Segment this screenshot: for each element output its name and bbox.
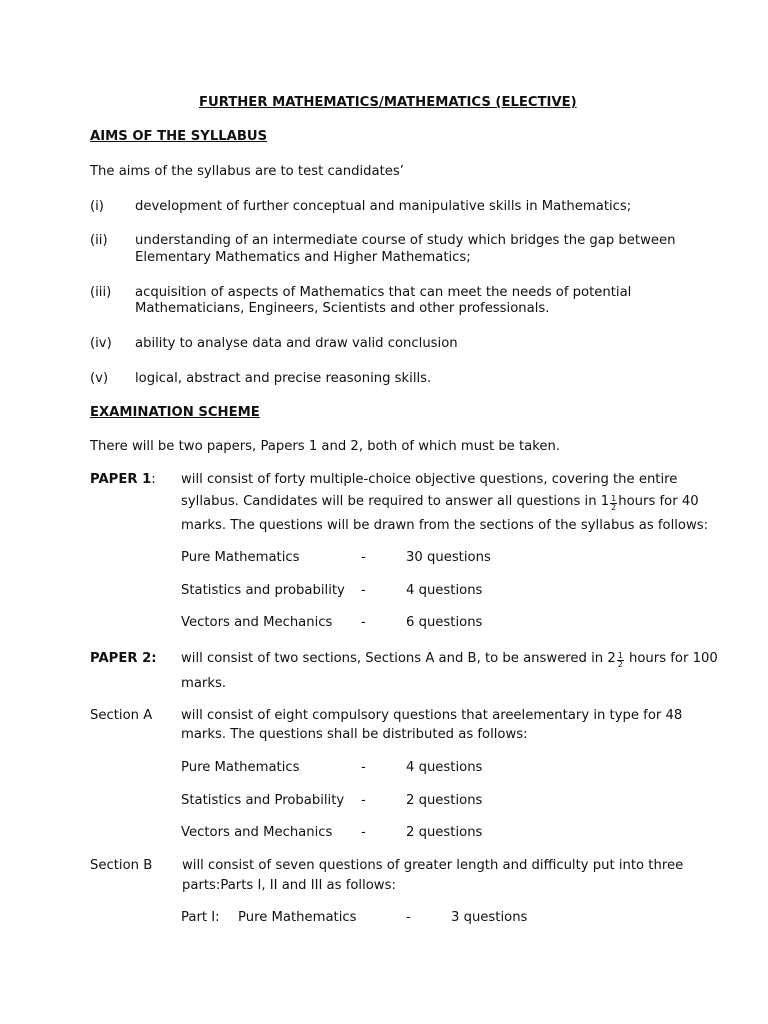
distribution-dash: - [361,615,366,630]
paper1-label [90,471,156,488]
fraction-numerator: 1 [617,651,623,660]
paper2-label: PAPER 2: [90,651,157,666]
distribution-dash: - [361,760,366,775]
distribution-subject: Vectors and Mechanics [181,615,333,630]
fraction-half [617,652,624,669]
distribution-count: 2 questions [406,793,483,808]
paper1-colon: : [151,472,156,487]
sectionA-line: will consist of eight compulsory questions that areelementary in type for 48 [181,708,683,723]
part-label: Part I: [181,910,220,925]
paper1-line: marks. The questions will be drawn from the sections of the syllabus as follows: [181,518,709,533]
document-title: FURTHER MATHEMATICS/MATHEMATICS (ELECTIVE) [199,95,577,110]
distribution-subject: Statistics and Probability [181,793,345,808]
aim-number: (iii) [90,285,112,300]
distribution-count: 30 questions [406,550,491,565]
paper1-line: will consist of forty multiple-choice objective questions, covering the entire [181,472,678,487]
aim-text: ability to analyse data and draw valid conclusion [135,336,458,351]
distribution-dash: - [361,550,366,565]
aim-text: acquisition of aspects of Mathematics that can meet the needs of potential [135,285,632,300]
aim-number: (i) [90,199,104,214]
paper2-line: marks. [181,676,227,691]
exam-intro: There will be two papers, Papers 1 and 2, both of which must be taken. [90,439,561,454]
part-count: 3 questions [451,910,528,925]
aim-text: development of further conceptual and manipulative skills in Mathematics; [135,199,632,214]
aim-text: logical, abstract and precise reasoning skills. [135,371,432,386]
distribution-dash: - [361,825,366,840]
fraction-denominator: 2 [611,503,617,512]
distribution-subject: Pure Mathematics [181,550,300,565]
part-subject: Pure Mathematics [238,910,357,925]
aims-heading: AIMS OF THE SYLLABUS [90,129,268,144]
paper2-text: hours for 100 [624,651,718,666]
paper2-text: will consist of two sections, Sections A and B, to be answered in 2 [181,651,616,666]
distribution-subject: Statistics and probability [181,583,345,598]
sectionB-line: will consist of seven questions of greater length and difficulty put into three [182,858,684,873]
distribution-count: 2 questions [406,825,483,840]
paper1-line [181,493,699,512]
fraction-numerator: 1 [611,494,617,503]
distribution-subject: Vectors and Mechanics [181,825,333,840]
part-dash: - [406,910,411,925]
paper1-text: hours for 40 [618,494,699,509]
aim-text: Elementary Mathematics and Higher Mathematics; [135,250,471,265]
sectionA-line: marks. The questions shall be distributed as follows: [181,727,528,742]
distribution-count: 6 questions [406,615,483,630]
sectionB-line: parts:Parts I, II and III as follows: [182,878,396,893]
paper2-line [181,650,718,669]
exam-heading: EXAMINATION SCHEME [90,405,260,420]
aims-intro: The aims of the syllabus are to test candidates’ [90,164,404,179]
distribution-subject: Pure Mathematics [181,760,300,775]
distribution-dash: - [361,793,366,808]
aim-text: Mathematicians, Engineers, Scientists and other professionals. [135,301,550,316]
aim-number: (v) [90,371,109,386]
aim-number: (iv) [90,336,112,351]
aim-number: (ii) [90,233,108,248]
distribution-dash: - [361,583,366,598]
fraction-half [610,495,617,512]
paper1-title: PAPER 1 [90,472,152,487]
paper1-text: syllabus. Candidates will be required to answer all questions in 1 [181,494,610,509]
sectionA-label: Section A [90,708,153,723]
distribution-count: 4 questions [406,583,483,598]
sectionB-label: Section B [90,858,153,873]
aim-text: understanding of an intermediate course of study which bridges the gap between [135,233,676,248]
distribution-count: 4 questions [406,760,483,775]
fraction-denominator: 2 [617,660,623,669]
